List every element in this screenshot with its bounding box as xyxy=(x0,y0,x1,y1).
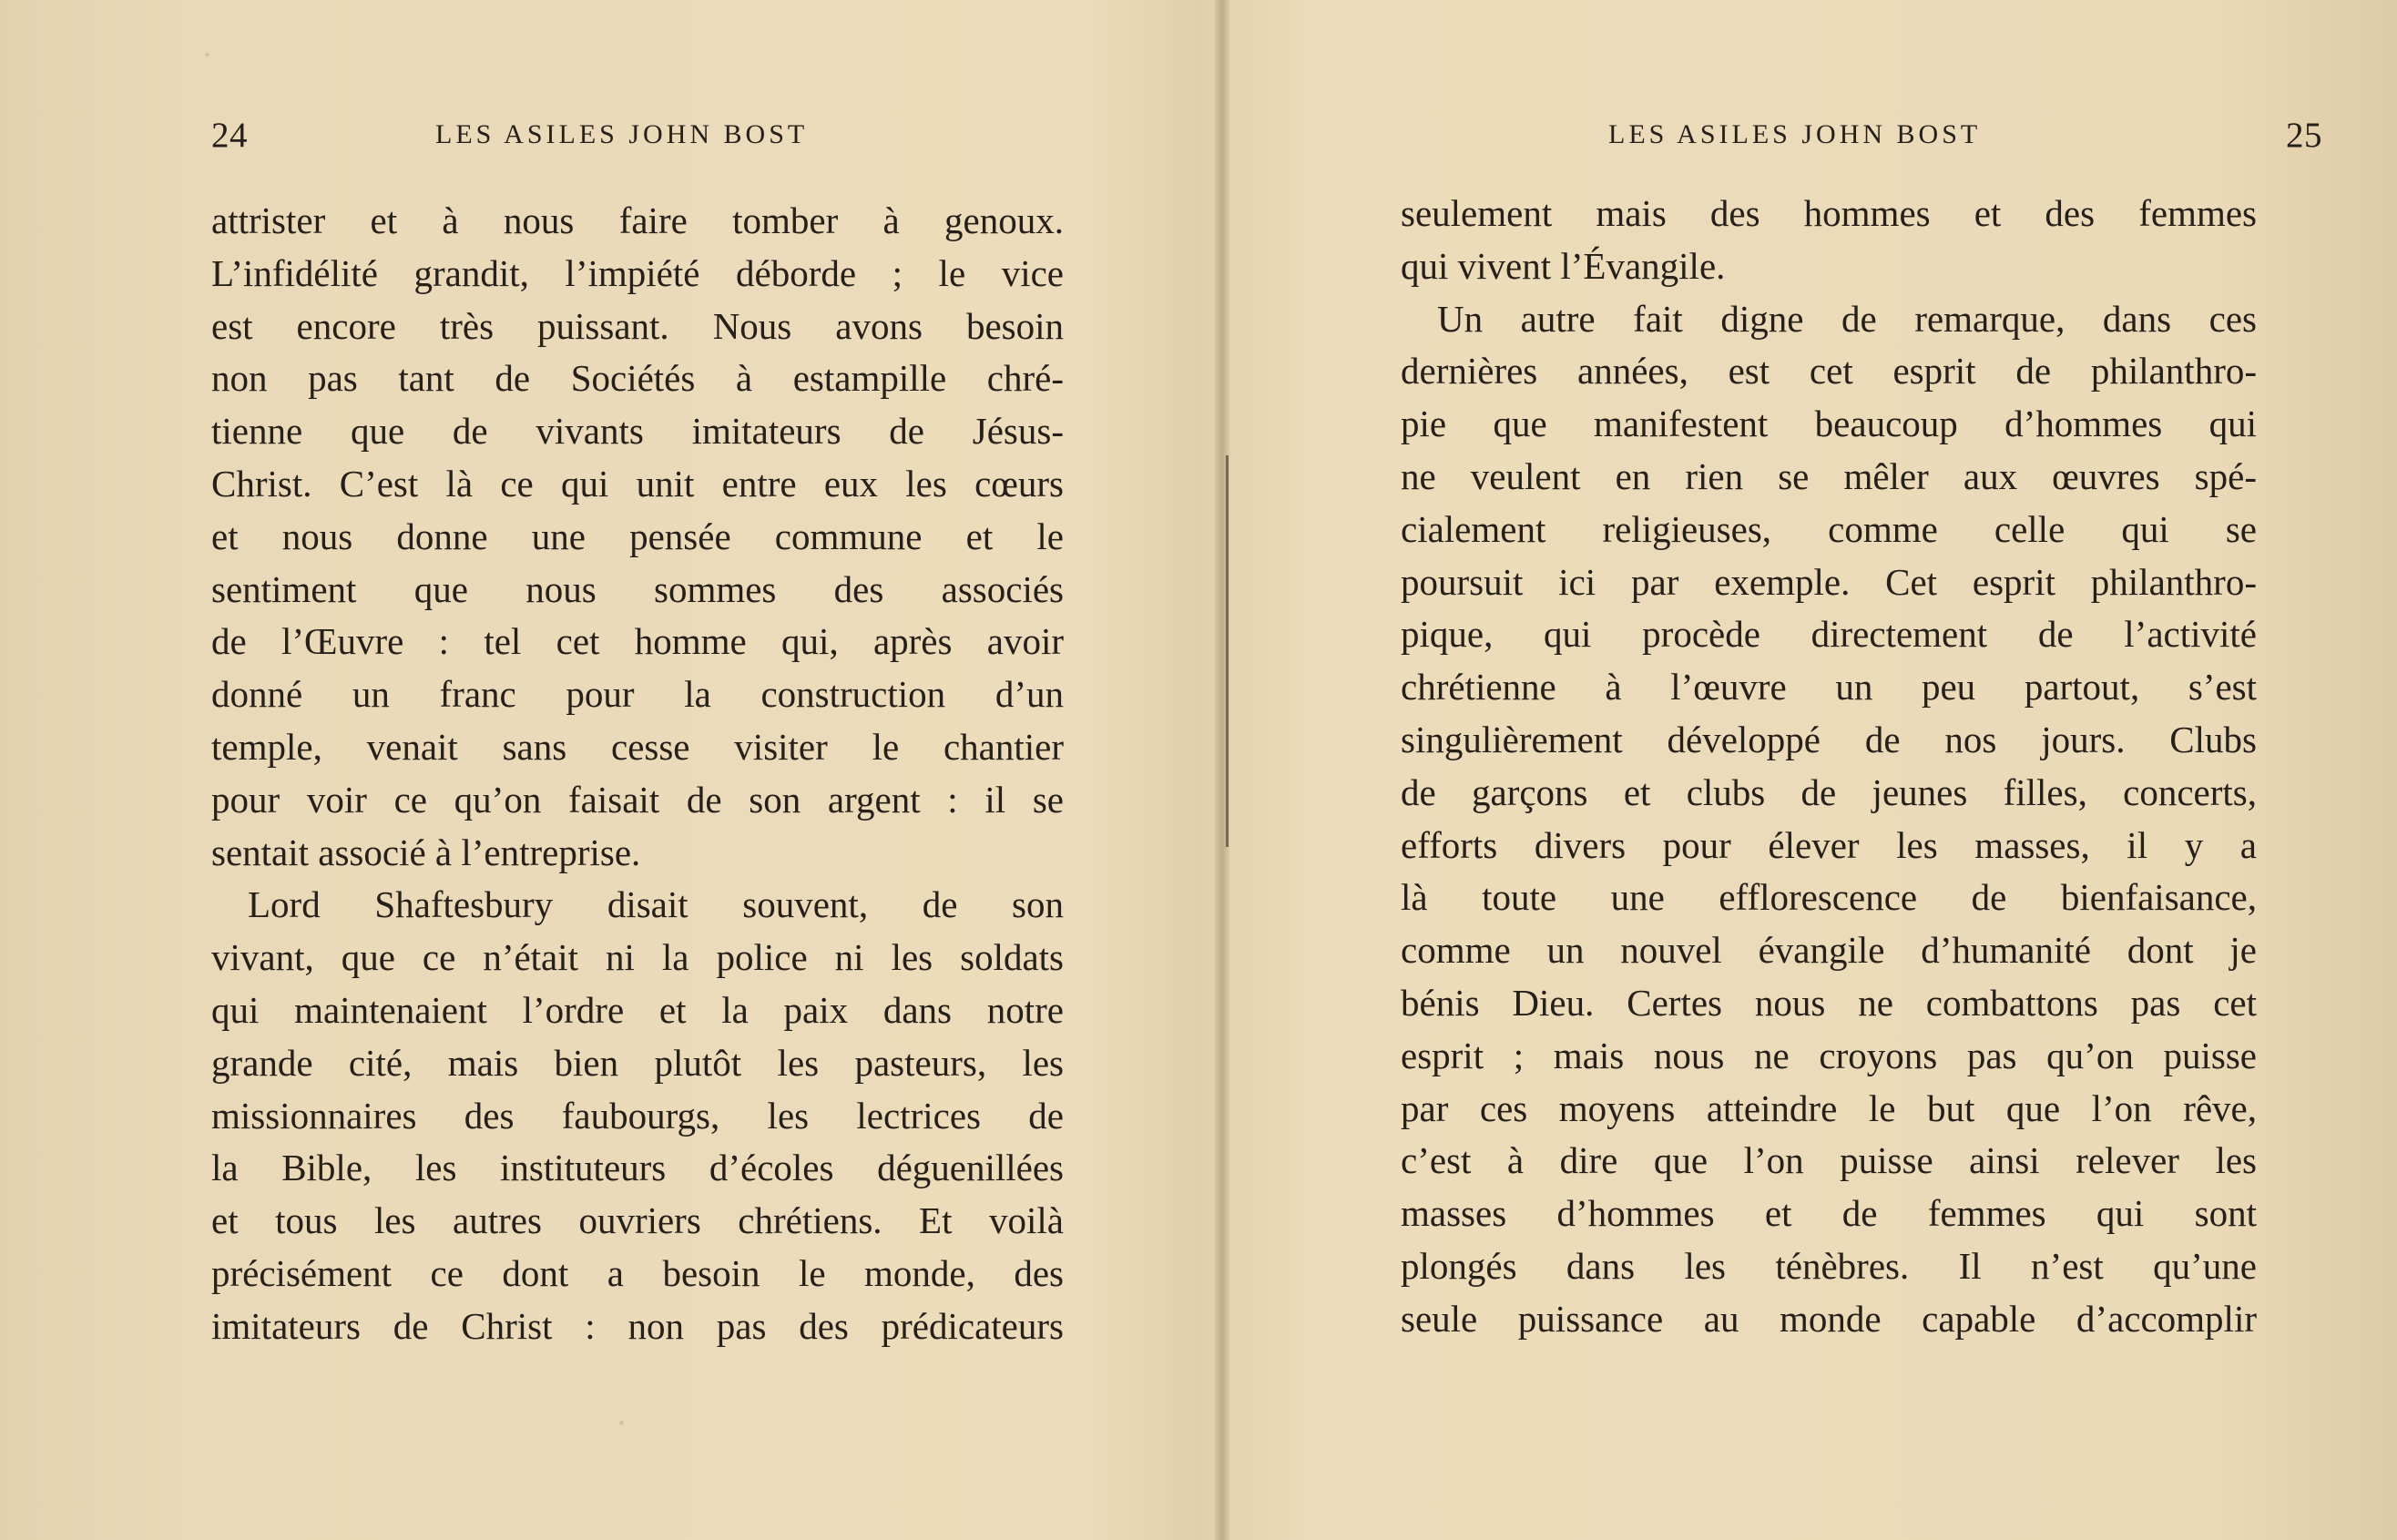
text-line: pique, qui procède directement de l’activité xyxy=(1401,613,2257,656)
text-line: non pas tant de Sociétés à estampille chré- xyxy=(211,357,1064,400)
text-line: esprit ; mais nous ne croyons pas qu’on puisse xyxy=(1401,1034,2257,1076)
left-page-header xyxy=(211,107,1067,162)
text-line: et tous les autres ouvriers chrétiens. Et voilà xyxy=(211,1199,1064,1242)
text-line: donné un franc pour la construction d’un xyxy=(211,673,1064,716)
right-page-header xyxy=(1608,107,2322,162)
text-line: imitateurs de Christ : non pas des prédicateurs xyxy=(211,1304,1064,1347)
text-line: seulement mais des hommes et des femmes xyxy=(1401,192,2257,234)
text-line: temple, venait sans cesse visiter le chantier xyxy=(211,725,1064,768)
page-number: 25 xyxy=(2286,115,2322,155)
text-line: poursuit ici par exemple. Cet esprit philanthro- xyxy=(1401,560,2257,603)
right-page-body xyxy=(1401,188,2257,1346)
text-line: précisément ce dont a besoin le monde, des xyxy=(211,1251,1064,1294)
text-line: là toute une efflorescence de bienfaisance, xyxy=(1401,876,2257,919)
text-line: pour voir ce qu’on faisait de son argent : il se xyxy=(211,778,1064,821)
text-line: de l’Œuvre : tel cet homme qui, après avoir xyxy=(211,620,1064,663)
text-line: efforts divers pour élever les masses, il y a xyxy=(1401,823,2257,866)
text-line: est encore très puissant. Nous avons besoin xyxy=(211,304,1064,347)
running-head: LES ASILES JOHN BOST xyxy=(1608,119,1982,149)
text-line: grande cité, mais bien plutôt les pasteurs, les xyxy=(211,1041,1064,1084)
text-line: vivant, que ce n’était ni la police ni les soldats xyxy=(211,936,1064,979)
text-line: attrister et à nous faire tomber à genoux. xyxy=(211,199,1064,241)
text-line: bénis Dieu. Certes nous ne combattons pas cet xyxy=(1401,981,2257,1024)
text-line: plongés dans les ténèbres. Il n’est qu’une xyxy=(1401,1244,2257,1287)
text-line: seule puissance au monde capable d’accomplir xyxy=(1401,1297,2257,1340)
text-line: et nous donne une pensée commune et le xyxy=(211,515,1064,557)
text-line: par ces moyens atteindre le but que l’on rêve, xyxy=(1401,1086,2257,1129)
text-line: comme un nouvel évangile d’humanité dont je xyxy=(1401,929,2257,972)
page-number: 24 xyxy=(211,115,248,155)
text-line: chrétienne à l’œuvre un peu partout, s’est xyxy=(1401,666,2257,709)
right-page xyxy=(1222,0,2397,1540)
text-line: dernières années, est cet esprit de philanthro- xyxy=(1401,350,2257,393)
text-line: qui vivent l’Évangile. xyxy=(1401,244,1726,287)
left-page-body xyxy=(211,195,1064,1353)
text-line: masses d’hommes et de femmes qui sont xyxy=(1401,1192,2257,1235)
text-line: Christ. C’est là ce qui unit entre eux les cœurs xyxy=(211,462,1064,505)
text-line: Un autre fait digne de remarque, dans ces xyxy=(1437,297,2257,340)
text-line: L’infidélité grandit, l’impiété déborde ; le vice xyxy=(211,251,1064,294)
text-line: de garçons et clubs de jeunes filles, concerts, xyxy=(1401,770,2257,813)
text-line: missionnaires des faubourgs, les lectrices de xyxy=(211,1094,1064,1137)
text-line: cialement religieuses, comme celle qui se xyxy=(1401,507,2257,550)
text-line: qui maintenaient l’ordre et la paix dans notre xyxy=(211,988,1064,1031)
text-line: sentait associé à l’entreprise. xyxy=(211,831,641,873)
text-line: pie que manifestent beaucoup d’hommes qui xyxy=(1401,403,2257,445)
text-line: ne veulent en rien se mêler aux œuvres spé- xyxy=(1401,454,2257,497)
text-line: sentiment que nous sommes des associés xyxy=(211,567,1064,610)
running-head: LES ASILES JOHN BOST xyxy=(435,119,809,149)
text-line: singulièrement développé de nos jours. Clubs xyxy=(1401,718,2257,760)
text-line: tienne que de vivants imitateurs de Jésus- xyxy=(211,410,1064,453)
text-line: la Bible, les instituteurs d’écoles déguenillées xyxy=(211,1147,1064,1189)
text-line: c’est à dire que l’on puisse ainsi relever les xyxy=(1401,1139,2257,1182)
text-line: Lord Shaftesbury disait souvent, de son xyxy=(248,883,1064,926)
